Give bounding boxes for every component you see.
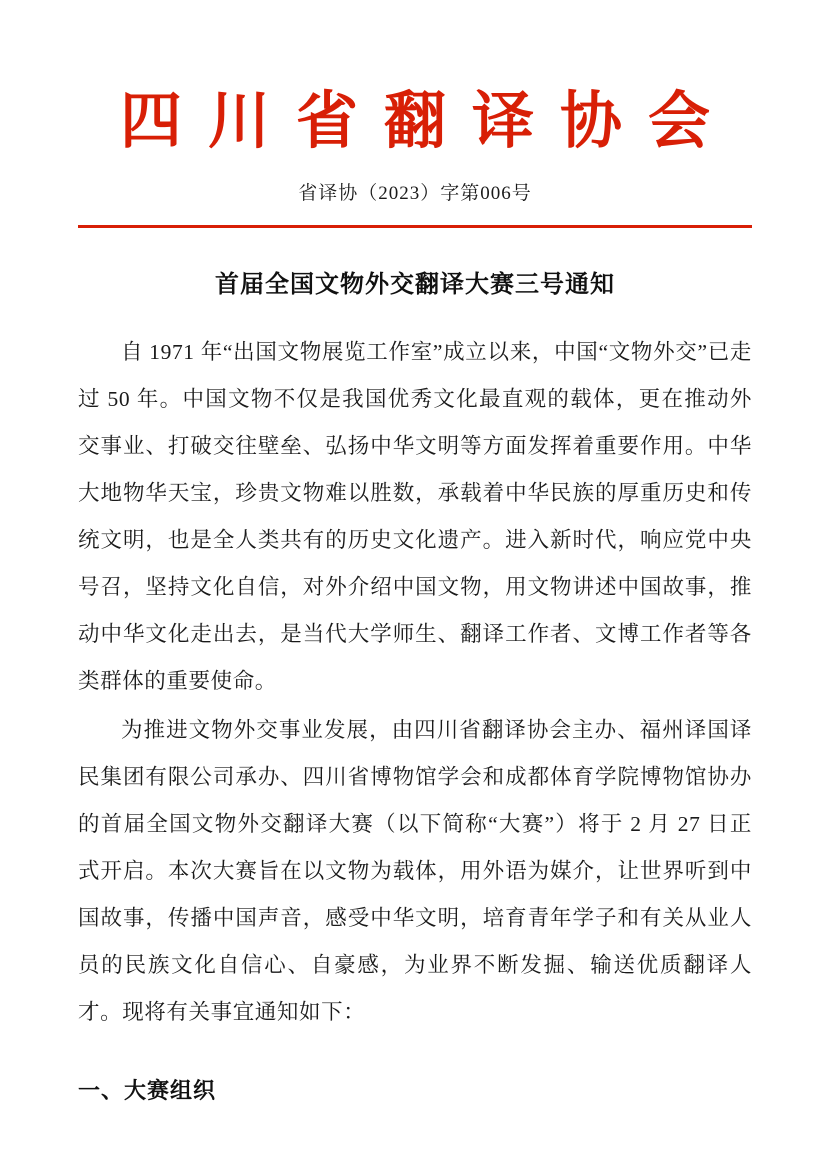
document-title: 首届全国文物外交翻译大赛三号通知 bbox=[215, 272, 615, 299]
document-number: 省译协（2023）字第006号 bbox=[298, 183, 532, 205]
masthead bbox=[78, 0, 752, 156]
section-heading: 一、大赛组织 bbox=[78, 1078, 217, 1104]
paragraph: 自 1971 年“出国文物展览工作室”成立以来，中国“文物外交”已走过 50 年。中国文物不仅是我国优秀文化最直观的载体，更在推动外交事业、打破交往壁垒、弘扬中华文明等方面发挥着重要作用。中华大地物华天宝，珍贵文物难以胜数，承载着中华民族的厚重历史和传统文明，也是全人类共有的历史文化遗产。进入新时代，响应党中央号召，坚持文化自信，对外介绍中国文物，用文物讲述中国故事，推动中华文化走出去，是当代大学师生、翻译工作者、文博工作者等各类群体的重要使命。 bbox=[78, 340, 752, 694]
paragraph: 为推进文物外交事业发展，由四川省翻译协会主办、福州译国译民集团有限公司承办、四川省博物馆学会和成都体育学院博物馆协办的首届全国文物外交翻译大赛（以下简称“大赛”）将于 2 月 27 日正式开启。本次大赛旨在以文物为载体，用外语为媒介，让世界听到中国故事，传播中国声音，感受中华文明，培育青年学子和有关从业人员的民族文化自信心、自豪感，为业界不断发掘、输送优质翻译人才。现将有关事宜通知如下： bbox=[78, 718, 752, 1025]
organization-title: 四川省翻译协会 bbox=[119, 88, 736, 156]
document-body bbox=[78, 329, 752, 1036]
red-divider-line bbox=[78, 225, 752, 228]
